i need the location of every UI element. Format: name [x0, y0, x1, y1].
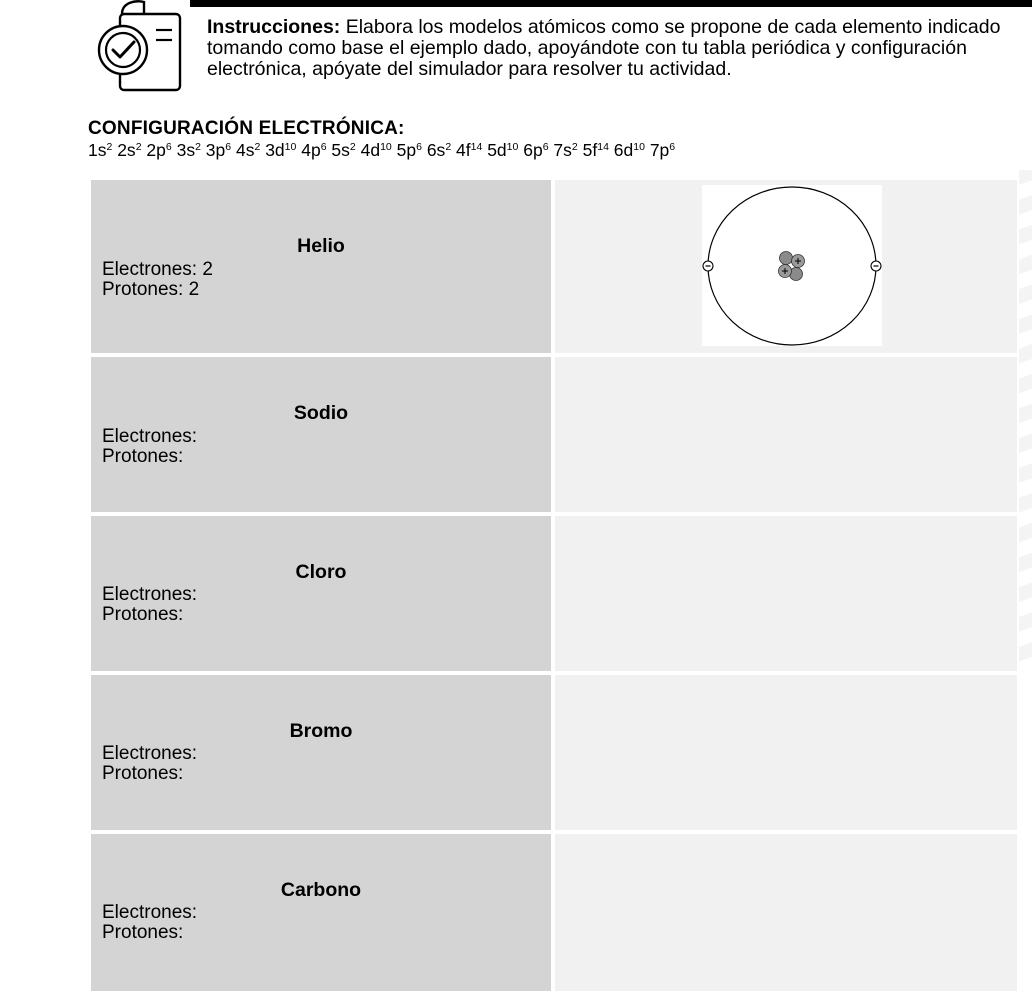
element-counts: [102, 585, 197, 625]
element-cell-sodio: [91, 357, 551, 512]
model-cell-carbono[interactable]: [555, 834, 1017, 991]
model-cell-sodio[interactable]: [555, 357, 1017, 512]
nucleus: [779, 252, 805, 281]
orbital-term: $7s^2$: [553, 140, 578, 160]
orbital-term: $3p^6$: [205, 140, 232, 160]
proton: [792, 255, 805, 268]
orbital-term: $6s^2$: [426, 140, 452, 160]
config-heading: CONFIGURACIÓN ELECTRÓNICA:: [88, 118, 405, 139]
orbital-term: $5d^{10}$: [487, 140, 519, 160]
element-cell-bromo: [91, 675, 551, 830]
element-cell-helio: [91, 180, 551, 353]
element-cell-cloro: [91, 516, 551, 671]
neutron: [780, 252, 793, 265]
orbital-term: $3s^2$: [176, 140, 201, 160]
protons-label: Protones: 2: [102, 279, 200, 300]
orbital-term: $6d^{10}$: [613, 140, 645, 160]
orbital-term: $7p^6$: [649, 140, 676, 160]
orbital-term: $4s^2$: [235, 140, 261, 160]
header-bar: [190, 0, 1032, 7]
protons-label: Protones:: [102, 604, 184, 625]
orbital-term: $5s^2$: [331, 140, 356, 160]
protons-label: Protones:: [102, 922, 184, 943]
orbital-term: $2s^2$: [117, 140, 142, 160]
protons-label: Protones:: [102, 446, 184, 467]
electron-configuration: [88, 140, 675, 161]
checklist-document-icon: [96, 0, 182, 92]
electrons-label: Electrones: 2: [102, 259, 213, 280]
electron-orbit: [708, 187, 876, 345]
element-name: Carbono: [280, 879, 362, 901]
element-name: Helio: [297, 235, 345, 257]
orbital-term: $3d^{10}$: [265, 140, 297, 160]
orbital-term: $4f^{14}$: [456, 140, 483, 160]
electrons-label: Electrones:: [102, 426, 198, 447]
model-cell-cloro[interactable]: [555, 516, 1017, 671]
orbital-term: $5f^{14}$: [582, 140, 609, 160]
orbital-term: $6p^6$: [523, 140, 549, 160]
orbital-term: $4d^{10}$: [360, 140, 392, 160]
orbital-term: $4p^6$: [301, 140, 327, 160]
electron-right: [871, 261, 881, 271]
orbital-term: $1s^2$: [88, 140, 113, 160]
element-cell-carbono: [91, 834, 551, 991]
electrons-label: Electrones:: [102, 584, 198, 605]
element-counts: [102, 260, 213, 300]
instructions-body: Elabora los modelos atómicos como se propone de cada elemento indicado tomando como base el ejemplo dado, apoyándote con tu tabla periódica y configuración electrónica, apóyate del simulador para resolver tu actividad.: [207, 16, 1001, 80]
element-counts: [102, 744, 197, 784]
page-edge-decoration: [1019, 170, 1032, 670]
element-name: Bromo: [289, 720, 353, 742]
model-cell-bromo[interactable]: [555, 675, 1017, 830]
element-name: Sodio: [293, 402, 349, 424]
element-counts: [102, 427, 197, 467]
electrons-label: Electrones:: [102, 902, 198, 923]
electron-left: [703, 261, 713, 271]
helium-atom-model: [702, 185, 882, 346]
instructions-text: [207, 17, 1027, 80]
element-name: Cloro: [295, 561, 347, 583]
electrons-label: Electrones:: [102, 743, 198, 764]
proton: [779, 265, 792, 278]
protons-label: Protones:: [102, 763, 184, 784]
orbital-term: $5p^6$: [396, 140, 422, 160]
element-counts: [102, 903, 197, 943]
orbital-term: $2p^6$: [146, 140, 172, 160]
instructions-label: Instrucciones:: [207, 16, 341, 38]
